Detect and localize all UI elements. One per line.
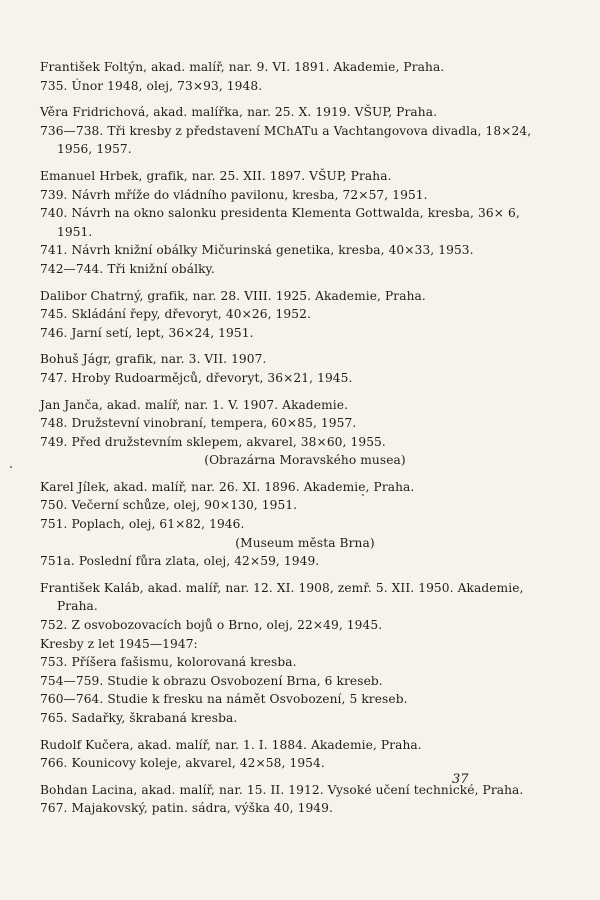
collection-note: (Obrazárna Moravského musea) [204,453,406,468]
artwork-item: 753. Příšera fašismu, kolorovaná kresba. [40,655,297,670]
entry-jilek [40,478,530,571]
entry-kucera [40,736,530,773]
artwork-item: 760—764. Studie k fresku na námět Osvobození, 5 kreseb. [40,692,408,707]
artwork-item: 765. Sadařky, škrabaná kresba. [40,711,238,725]
subsection-heading: Kresby z let 1945—1947: [40,636,198,651]
artwork-item: 766. Kounicovy koleje, akvarel, 42×58, 1954. [40,756,325,771]
artwork-item-continuation: 1956, 1957. [57,142,132,157]
entry-foltyn [40,58,530,95]
artwork-item: 749. Před družstevním sklepem, akvarel, 38×60, 1955. [40,434,386,449]
artist-heading: František Kaláb, akad. malíř, nar. 12. XI. 1908, zemř. 5. XII. 1950. Akademie, [40,580,524,595]
collection-note: (Museum města Brna) [235,535,375,550]
artwork-item: 747. Hroby Rudoarmějců, dřevoryt, 36×21, 1945. [40,370,353,385]
artist-heading: Věra Fridrichová, akad. malířka, nar. 25. X. 1919. VŠUP, Praha. [40,105,438,120]
artist-heading: Emanuel Hrbek, grafik, nar. 25. XII. 1897. VŠUP, Praha. [40,168,392,183]
artwork-item: 751a. Poslední fůra zlata, olej, 42×59, 1949. [40,554,320,569]
artwork-item: 736—738. Tři kresby z představení MChATu a Vachtangovova divadla, 18×24, [40,123,532,138]
artist-heading: Karel Jílek, akad. malíř, nar. 26. XI. 1896. Akademie, Praha. [40,479,415,494]
artwork-item-continuation: 1951. [57,224,93,239]
artwork-item: 750. Večerní schůze, olej, 90×130, 1951. [40,498,298,513]
artwork-item: 739. Návrh mříže do vládního pavilonu, kresba, 72×57, 1951. [40,187,428,202]
entry-fridrichova [40,103,530,159]
artwork-item: 752. Z osvobozovacích bojů o Brno, olej, 22×49, 1945. [40,618,383,633]
artwork-item: 748. Družstevní vinobraní, tempera, 60×85, 1957. [40,416,357,431]
artwork-item: 741. Návrh knižní obálky Mičurinská genetika, kresba, 40×33, 1953. [40,243,474,258]
artwork-item: 740. Návrh na okno salonku presidenta Klementa Gottwalda, kresba, 36× 6, [40,206,520,221]
entry-janca [40,396,530,470]
artist-heading: Bohdan Lacina, akad. malíř, nar. 15. II. 1912. Vysoké učení technické, Praha. [40,782,524,797]
artwork-item: 746. Jarní setí, lept, 36×24, 1951. [40,325,254,340]
artwork-item: 742—744. Tři knižní obálky. [40,261,215,276]
artwork-item: 767. Majakovský, patin. sádra, výška 40, 1949. [40,801,333,816]
artwork-item: 754—759. Studie k obrazu Osvobození Brna, 6 kreseb. [40,673,383,688]
entry-hrbek [40,167,530,279]
artist-heading: Rudolf Kučera, akad. malíř, nar. 1. I. 1884. Akademie, Praha. [40,737,422,752]
artist-heading: Jan Janča, akad. malíř, nar. 1. V. 1907. Akademie. [40,397,349,412]
artist-heading: František Foltýn, akad. malíř, nar. 9. VI. 1891. Akademie, Praha. [40,60,445,74]
artist-heading: Dalibor Chatrný, grafik, nar. 28. VIII. 1925. Akademie, Praha. [40,288,426,303]
artwork-item: 745. Skládání řepy, dřevoryt, 40×26, 1952. [40,307,311,322]
entry-chatrny [40,287,530,343]
artist-heading: Bohuš Jágr, grafik, nar. 3. VII. 1907. [40,352,267,367]
entry-jagr [40,350,530,387]
artwork-item: 735. Únor 1948, olej, 73×93, 1948. [40,78,263,93]
page-number: 37 [452,772,469,787]
entry-kalab [40,579,530,728]
artist-heading-continuation: Praha. [57,599,98,614]
artwork-item: 751. Poplach, olej, 61×82, 1946. [40,517,245,532]
